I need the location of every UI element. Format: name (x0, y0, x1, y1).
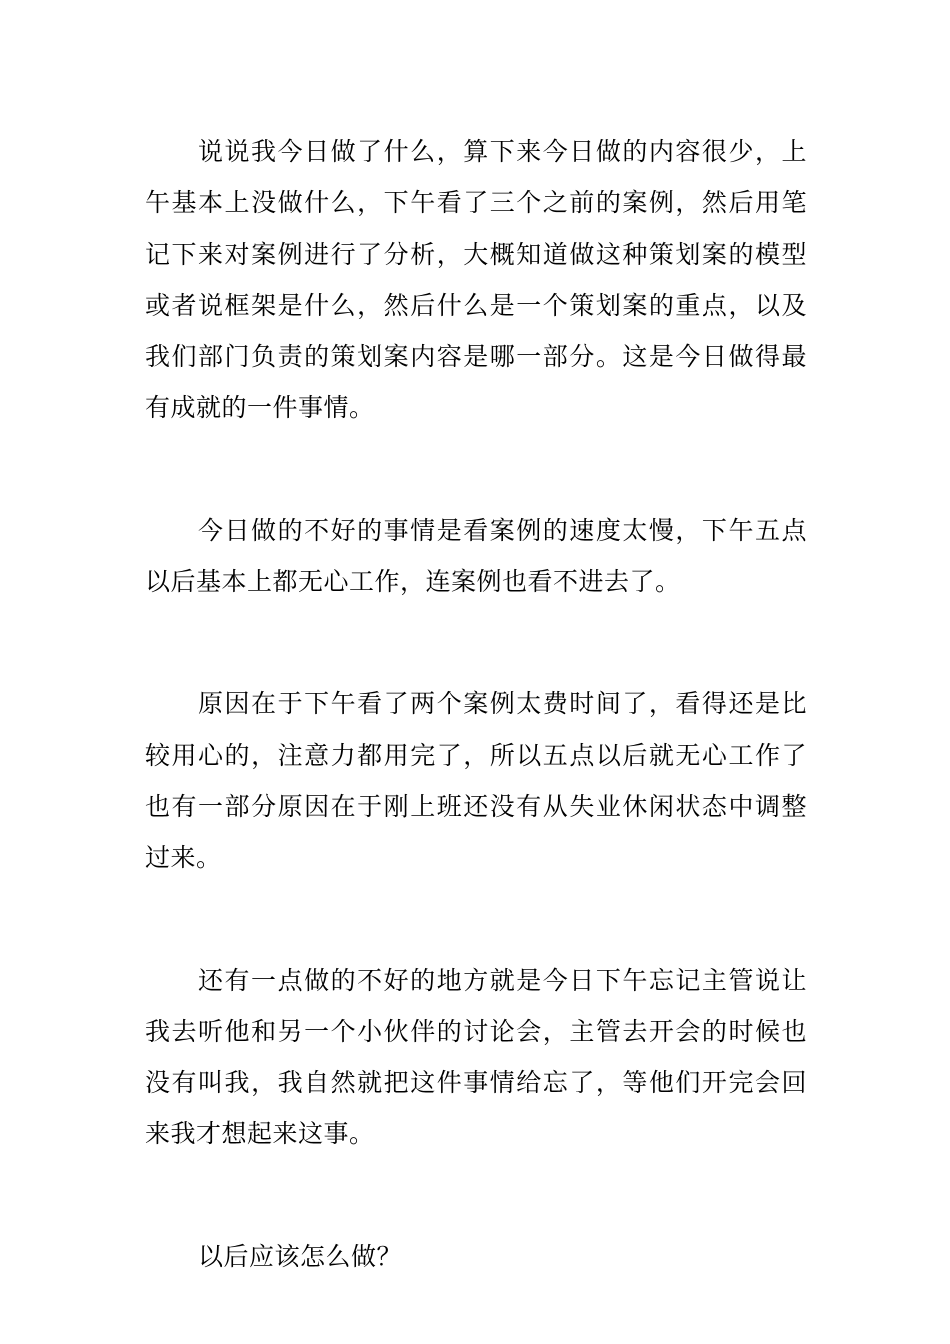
paragraph-shortcomings: 今日做的不好的事情是看案例的速度太慢，下午五点以后基本上都无心工作，连案例也看不进去了。 (145, 515, 807, 597)
paragraph-next-steps-question: 以后应该怎么做？ (198, 1241, 403, 1271)
paragraph-reasons: 原因在于下午看了两个案例太费时间了，看得还是比较用心的，注意力都用完了，所以五点以后就无心工作了也有一部分原因在于刚上班还没有从失业休闲状态中调整过来。 (145, 689, 807, 873)
paragraph-forgotten-meeting: 还有一点做的不好的地方就是今日下午忘记主管说让我去听他和另一个小伙伴的讨论会，主管去开会的时候也没有叫我，我自然就把这件事情给忘了，等他们开完会回来我才想起来这事。 (145, 965, 807, 1149)
paragraph-today-summary: 说说我今日做了什么，算下来今日做的内容很少，上午基本上没做什么，下午看了三个之前的案例，然后用笔记下来对案例进行了分析，大概知道做这种策划案的模型或者说框架是什么，然后什么是一个策划案的重点，以及我们部门负责的策划案内容是哪一部分。这是今日做得最有成就的一件事情。 (145, 137, 807, 423)
document-body (145, 126, 807, 1282)
